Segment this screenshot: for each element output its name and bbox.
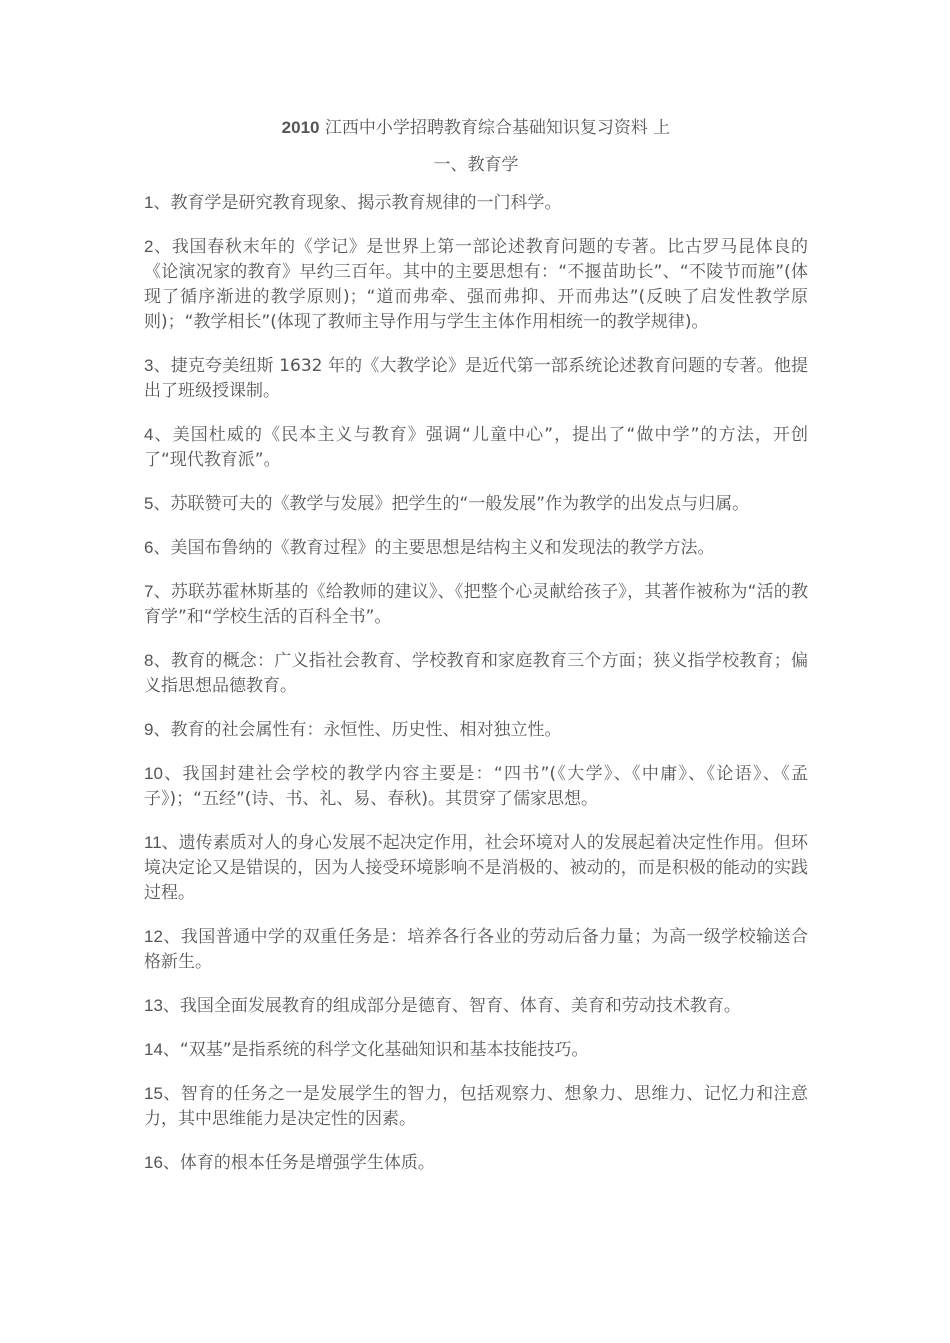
list-item [144,535,808,561]
title-year: 2010 [281,118,320,137]
item-number: 2、 [144,237,172,256]
list-item [144,993,808,1019]
item-text: 我国春秋末年的《学记》是世界上第一部论述教育问题的专著。比古罗马昆体良的《论演况家的教育》早约三百年。其中的主要思想有：“不揠苗助长”、“不陵节而施”(体现了循序渐进的教学原则)；“道而弗牵、强而弗抑、开而弗达”(反映了启发性教学原则)；“教学相长”(体现了教师主导作用与学生主体作用相统一的教学规律)。 [144,237,808,332]
item-text: 美国杜威的《民本主义与教育》强调“儿童中心”，提出了“做中学”的方法，开创了“现代教育派”。 [144,425,808,470]
item-text: 苏联赞可夫的《教学与发展》把学生的“一般发展”作为教学的出发点与归属。 [170,494,750,514]
section-heading: 一、教育学 [433,155,519,175]
item-text: 遗传素质对人的身心发展不起决定作用，社会环境对人的发展起着决定性作用。但环境决定论又是错误的，因为人接受环境影响不是消极的、被动的，而是积极的能动的实践过程。 [144,833,808,903]
title-text: 江西中小学招聘教育综合基础知识复习资料 上 [319,118,671,138]
item-text: 我国封建社会学校的教学内容主要是：“四书”(《大学》、《中庸》、《论语》、《孟子》)；“五经”(诗、书、礼、易、春秋)。其贯穿了儒家思想。 [144,764,808,809]
list-item [144,1037,808,1063]
list-item [144,761,808,812]
item-text: 教育的社会属性有：永恒性、历史性、相对独立性。 [170,720,562,740]
list-item [144,1081,808,1132]
list-item [144,579,808,630]
item-number: 7、 [144,582,171,601]
item-text: 苏联苏霍林斯基的《给教师的建议》、《把整个心灵献给孩子》，其著作被称为“活的教育学”和“学校生活的百科全书”。 [144,582,808,627]
item-text: 我国普通中学的双重任务是：培养各行各业的劳动后备力量；为高一级学校输送合格新生。 [144,927,808,972]
document-title [144,108,808,148]
item-number: 14、 [144,1040,180,1059]
item-number: 8、 [144,651,171,670]
item-number: 1、 [144,193,171,212]
item-number: 4、 [144,425,173,444]
item-text: 捷克夸美纽斯 1632 年的《大教学论》是近代第一部系统论述教育问题的专著。他提出了班级授课制。 [144,356,808,401]
item-text: 我国全面发展教育的组成部分是德育、智育、体育、美育和劳动技术教育。 [179,996,741,1016]
item-text: 体育的根本任务是增强学生体质。 [179,1153,435,1173]
item-number: 3、 [144,356,171,375]
list-item [144,353,808,404]
list-item [144,830,808,906]
list-item [144,422,808,473]
item-text: 美国布鲁纳的《教育过程》的主要思想是结构主义和发现法的教学方法。 [170,538,715,558]
item-text: 智育的任务之一是发展学生的智力，包括观察力、想象力、思维力、记忆力和注意力，其中思维能力是决定性的因素。 [144,1084,808,1129]
item-number: 11、 [144,833,179,852]
item-number: 5、 [144,494,171,513]
list-item [144,648,808,699]
item-number: 12、 [144,927,181,946]
item-text: 教育学是研究教育现象、揭示教育规律的一门科学。 [170,193,562,213]
list-item [144,924,808,975]
item-number: 13、 [144,996,180,1015]
item-number: 6、 [144,538,171,557]
list-item [144,717,808,743]
list-item [144,1150,808,1176]
item-number: 16、 [144,1153,180,1172]
list-item [144,190,808,216]
item-text: “双基”是指系统的科学文化基础知识和基本技能技巧。 [179,1040,589,1060]
list-item [144,491,808,517]
item-text: 教育的概念：广义指社会教育、学校教育和家庭教育三个方面；狭义指学校教育；偏义指思想品德教育。 [144,651,808,696]
item-number: 10、 [144,764,183,783]
list-item [144,234,808,335]
document-page [144,108,808,1194]
item-number: 9、 [144,720,171,739]
item-list [144,190,808,1176]
item-number: 15、 [144,1084,181,1103]
